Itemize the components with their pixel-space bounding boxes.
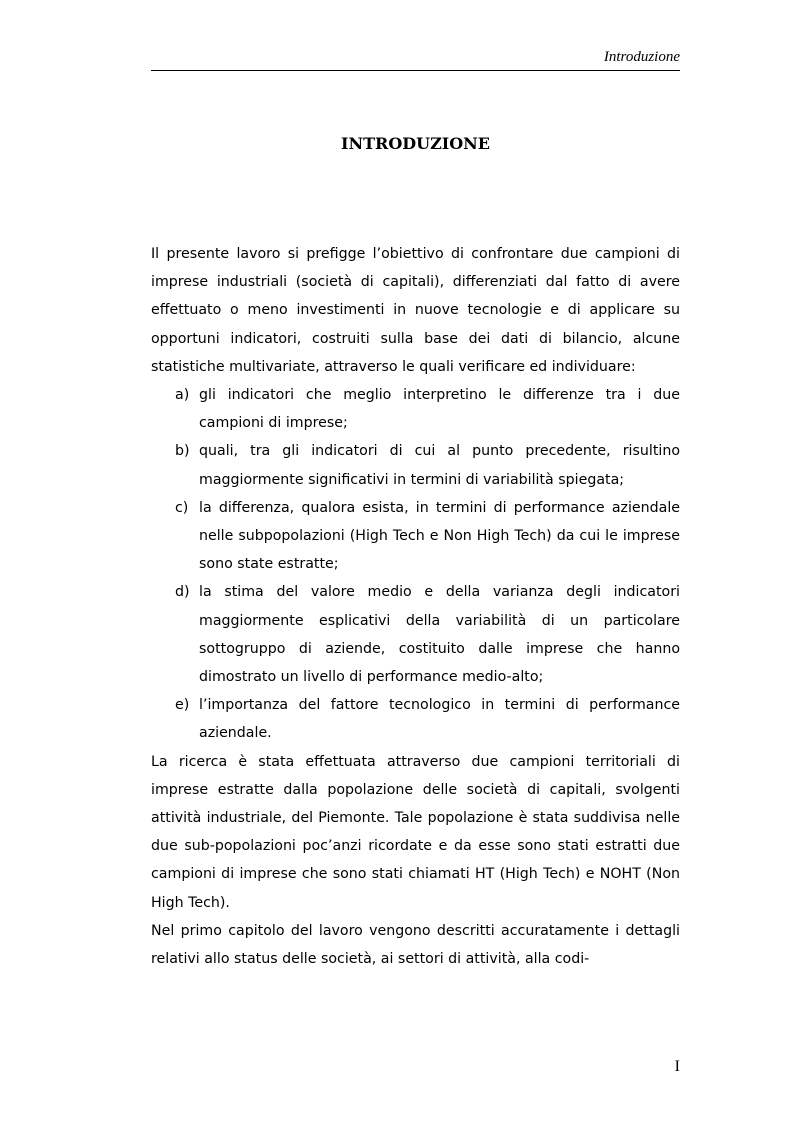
chapter-overview-paragraph: Nel primo capitolo del lavoro vengono descritti accuratamente i dettagli relativi allo status delle società, ai settori di attività, alla codi- <box>151 922 680 968</box>
chapter-title: INTRODUZIONE <box>341 134 490 153</box>
running-header <box>151 46 680 71</box>
list-item-marker: c) <box>175 499 189 516</box>
list-item <box>151 578 680 691</box>
list-item-text: gli indicatori che meglio interpretino le differenze tra i due campioni di imprese; <box>199 387 680 432</box>
objectives-list <box>151 381 680 748</box>
list-item <box>151 437 680 493</box>
list-item-text: la differenza, qualora esista, in termini di performance aziendale nelle subpopolazioni (High Tech e Non High Tech) da cui le imprese sono state estratte; <box>199 499 680 573</box>
list-item <box>151 381 680 437</box>
list-item-text: la stima del valore medio e della varianza degli indicatori maggiormente esplicativi della variabilità di un particolare sottogruppo di aziende, costituito dalle imprese che hanno dimostrato un livello di performance medio-alto; <box>199 584 680 686</box>
list-item <box>151 691 680 747</box>
list-item-marker: a) <box>175 387 190 404</box>
list-item-text: quali, tra gli indicatori di cui al punto precedente, risultino maggiormente significativi in termini di variabilità spiegata; <box>199 443 680 488</box>
page-number: I <box>674 1058 680 1075</box>
list-item <box>151 494 680 579</box>
list-item-text: l’importanza del fattore tecnologico in termini di performance aziendale. <box>199 697 680 742</box>
list-item-marker: e) <box>175 697 190 714</box>
research-paragraph: La ricerca è stata effettuata attraverso due campioni territoriali di imprese estratte dalla popolazione delle società di capitali, svolgenti attività industriale, del Piemonte. Tale popolazione è stata suddivisa nelle due sub-popolazioni poc’anzi ricordate e da esse sono stati estratti due campioni di imprese che sono stati chiamati HT (High Tech) e NOHT (Non High Tech). <box>151 753 680 911</box>
intro-paragraph: Il presente lavoro si prefigge l’obiettivo di confrontare due campioni di imprese industriali (società di capitali), differenziati dal fatto di avere effettuato o meno investimenti in nuove tecnologie e di applicare su opportuni indicatori, costruiti sulla base dei dati di bilancio, alcune statistiche multivariate, attraverso le quali verificare ed individuare: <box>151 246 680 375</box>
list-item-marker: b) <box>175 443 190 460</box>
list-item-marker: d) <box>175 584 190 601</box>
body-text <box>151 240 680 973</box>
running-header-title: Introduzione <box>603 49 680 65</box>
